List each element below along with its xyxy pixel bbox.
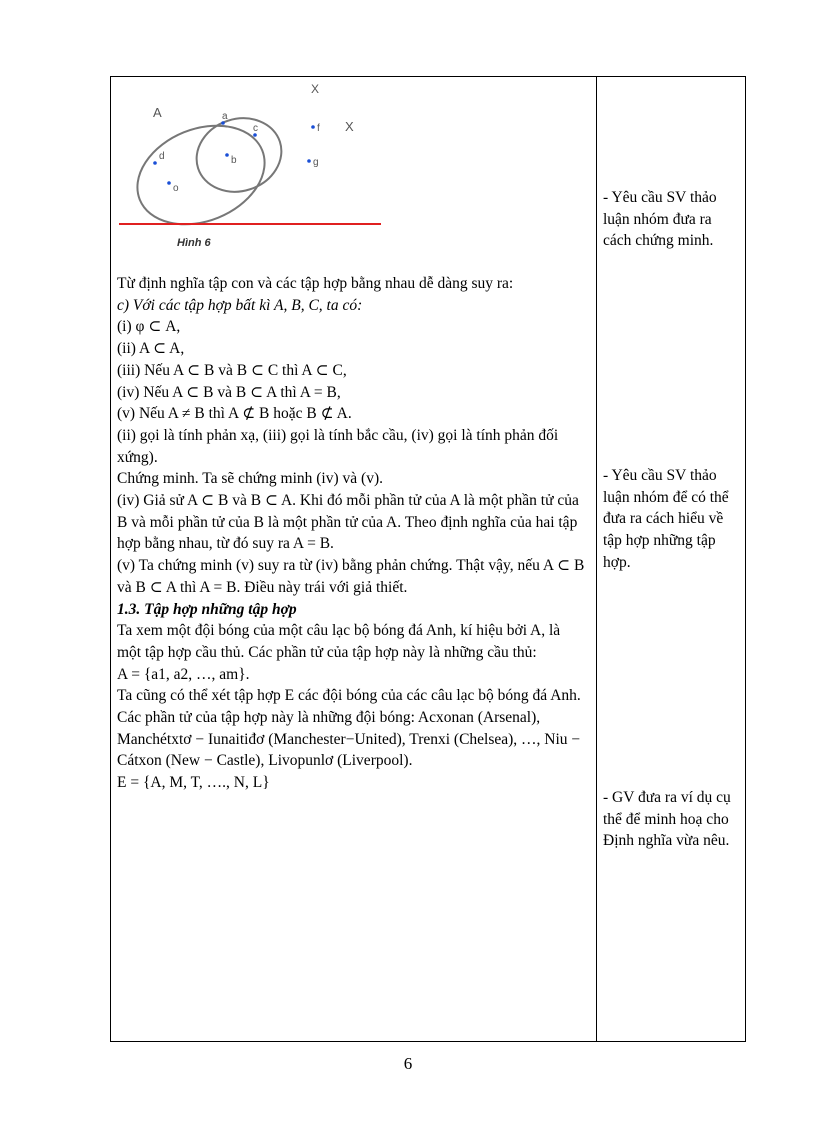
text-line: Ta xem một đội bóng của một câu lạc bộ bóng đá Anh, kí hiệu bởi A, là	[117, 622, 561, 640]
note-text: - GV đưa ra ví dụ cụ thể để minh hoạ cho Định nghĩa vừa nêu.	[603, 789, 731, 850]
point-o-label: o	[173, 183, 179, 194]
property-names: (ii) gọi là tính phản xạ, (iii) gọi là tính bắc cầu, (iv) gọi là tính phản đối xứng).	[117, 426, 559, 466]
set-b-label: X	[311, 82, 320, 96]
point-b	[225, 153, 229, 157]
teacher-note-2	[603, 465, 741, 574]
point-o	[167, 181, 171, 185]
page-number: 6	[403, 1054, 413, 1073]
proof-intro: Chứng minh. Ta sẽ chứng minh (iv) và (v).	[117, 470, 383, 488]
set-a-label: A	[153, 105, 162, 120]
proof-iv: (iv) Giả sử A ⊂ B và B ⊂ A. Khi đó mỗi phần tử của A là một phần tử của B và mỗi phần tử của B là một phần tử của A. Theo định nghĩa của hai tập hợp bằng nhau, từ đó suy ra A = B.	[117, 492, 579, 553]
note-text: - Yêu cầu SV thảo luận nhóm để có thể đưa ra cách hiểu về tập hợp những tập hợp.	[603, 467, 729, 571]
property-i: (i) φ ⊂ A,	[117, 318, 181, 336]
point-f	[311, 125, 315, 129]
property-v: (v) Nếu A ≠ B thì A ⊄ B hoặc B ⊄ A.	[117, 405, 352, 423]
text-line: Các phần tử của tập hợp này là những đội bóng: Acxonan (Arsenal),	[117, 709, 541, 727]
set-e-definition: E = {A, M, T, …., N, L}	[117, 774, 270, 792]
property-iv: (iv) Nếu A ⊂ B và B ⊂ A thì A = B,	[117, 383, 341, 401]
point-a-label: a	[222, 111, 228, 122]
main-text	[117, 273, 589, 794]
text-line: Từ định nghĩa tập con và các tập hợp bằng nhau dễ dàng suy ra:	[117, 275, 514, 292]
set-a-definition: A = {a1, a2, …, am}.	[117, 665, 250, 683]
point-d-label: d	[159, 151, 165, 162]
set-x-label: X	[345, 119, 354, 134]
point-b-label: b	[231, 155, 237, 166]
text-line: Ta cũng có thể xét tập hợp E các đội bóng của các câu lạc bộ bóng đá Anh.	[117, 687, 581, 705]
column-divider	[596, 77, 597, 1041]
lesson-table	[110, 76, 746, 1042]
point-f-label: f	[317, 123, 320, 134]
teacher-note-3	[603, 787, 741, 852]
teacher-note-1	[603, 187, 741, 252]
point-g-label: g	[313, 157, 319, 168]
venn-diagram-figure	[117, 79, 387, 257]
section-heading: 1.3. Tập hợp những tập hợp	[117, 600, 297, 618]
note-text: - Yêu cầu SV thảo luận nhóm đưa ra cách chứng minh.	[603, 189, 717, 250]
point-c-label: c	[253, 123, 258, 134]
set-b-ellipse	[187, 107, 291, 202]
point-g	[307, 159, 311, 163]
figure-caption: Hình 6	[177, 237, 211, 249]
proof-v: (v) Ta chứng minh (v) suy ra từ (iv) bằng phản chứng. Thật vậy, nếu A ⊂ B và B ⊂ A thì A = B. Điều này trái với giả thiết.	[117, 557, 585, 596]
text-line: Cátxon (New − Castle), Livopunlơ (Liverpool).	[117, 752, 413, 770]
text-line: một tập hợp cầu thủ. Các phần tử của tập hợp này là những cầu thủ:	[117, 643, 537, 661]
text-line: Manchétxtơ − Iunaitiđơ (Manchester−United), Trenxi (Chelsea), …, Niu −	[117, 730, 581, 748]
property-ii: (ii) A ⊂ A,	[117, 340, 185, 358]
properties-intro: c) Với các tập hợp bất kì A, B, C, ta có:	[117, 296, 363, 314]
property-iii: (iii) Nếu A ⊂ B và B ⊂ C thì A ⊂ C,	[117, 361, 347, 379]
point-d	[153, 161, 157, 165]
